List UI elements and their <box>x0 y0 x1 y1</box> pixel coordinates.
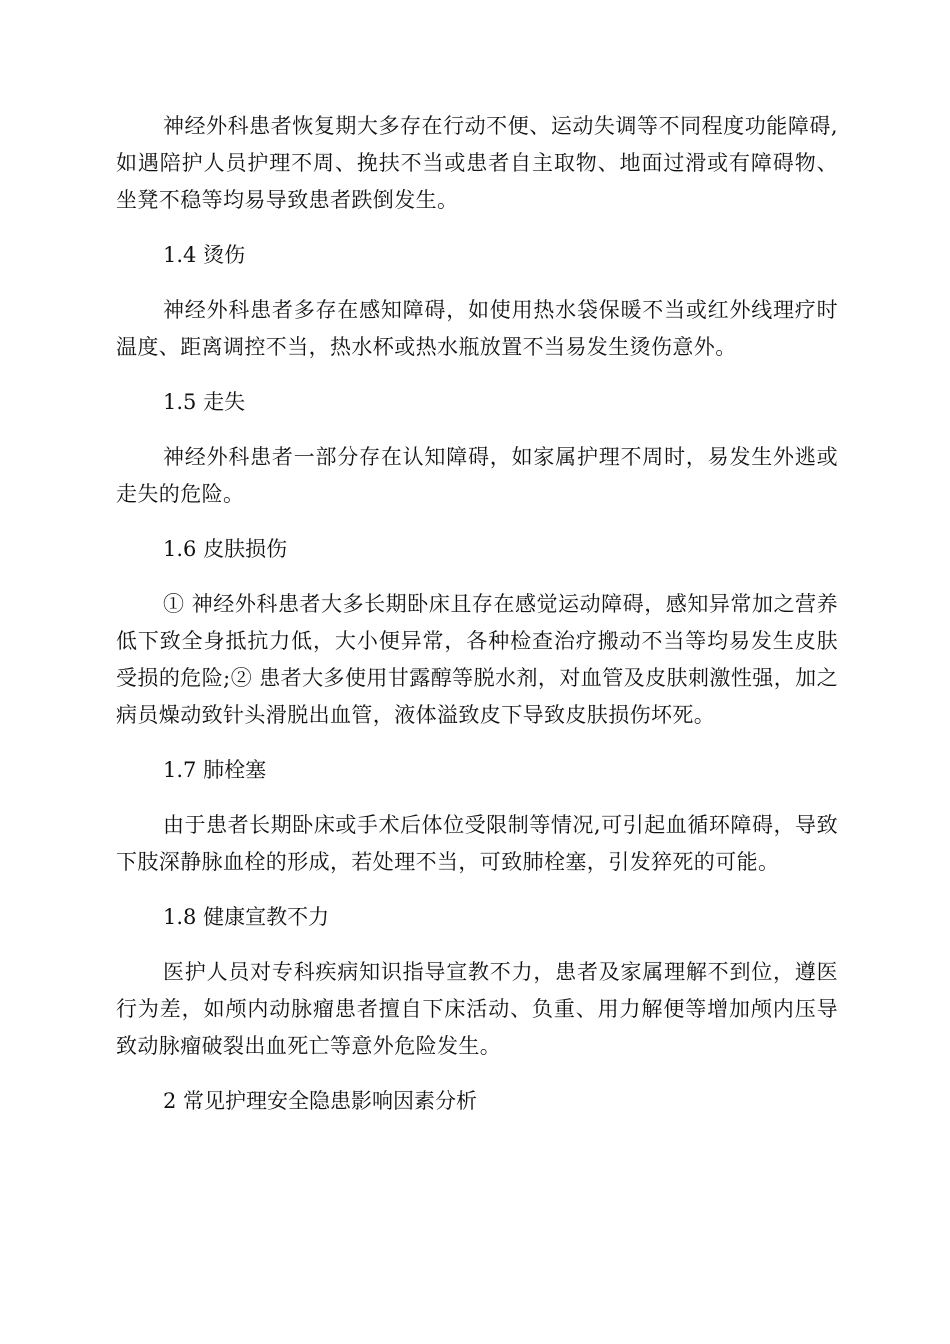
section-heading-1-5: 1.5 走失 <box>163 390 246 414</box>
section-heading-2: 2 常见护理安全隐患影响因素分析 <box>163 1089 478 1113</box>
paragraph-skin-injury: ① 神经外科患者大多长期卧床且存在感觉运动障碍，感知异常加之营养低下致全身抵抗力低，大小便异常，各种检查治疗搬动不当等均易发生皮肤受损的危险;② 患者大多使用甘露醇等脱水剂，对血管及皮肤刺激性强，加之病员燥动致针头滑脱出血管，液体溢致皮下导致皮肤损伤坏死。 <box>116 592 838 727</box>
paragraph-wandering-risk: 神经外科患者一部分存在认知障碍，如家属护理不周时，易发生外逃或走失的危险。 <box>116 445 838 506</box>
section-heading-1-7: 1.7 肺栓塞 <box>163 758 267 782</box>
paragraph-pulmonary-embolism: 由于患者长期卧床或手术后体位受限制等情况,可引起血循环障碍，导致下肢深静脉血栓的形成，若处理不当，可致肺栓塞，引发猝死的可能。 <box>116 813 838 874</box>
paragraph-health-education: 医护人员对专科疾病知识指导宣教不力，患者及家属理解不到位，遵医行为差，如颅内动脉瘤患者擅自下床活动、负重、用力解便等增加颅内压导致动脉瘤破裂出血死亡等意外危险发生。 <box>116 960 838 1058</box>
paragraph-fall-risk: 神经外科患者恢复期大多存在行动不便、运动失调等不同程度功能障碍,如遇陪护人员护理不周、挽扶不当或患者自主取物、地面过滑或有障碍物、坐凳不稳等均易导致患者跌倒发生。 <box>116 114 838 212</box>
section-heading-1-4: 1.4 烫伤 <box>163 243 246 267</box>
section-heading-1-8: 1.8 健康宣教不力 <box>163 905 330 929</box>
paragraph-burn-risk: 神经外科患者多存在感知障碍，如使用热水袋保暖不当或红外线理疗时温度、距离调控不当，热水杯或热水瓶放置不当易发生烫伤意外。 <box>116 298 838 359</box>
section-heading-1-6: 1.6 皮肤损伤 <box>163 537 288 561</box>
document-page <box>116 108 838 1120</box>
